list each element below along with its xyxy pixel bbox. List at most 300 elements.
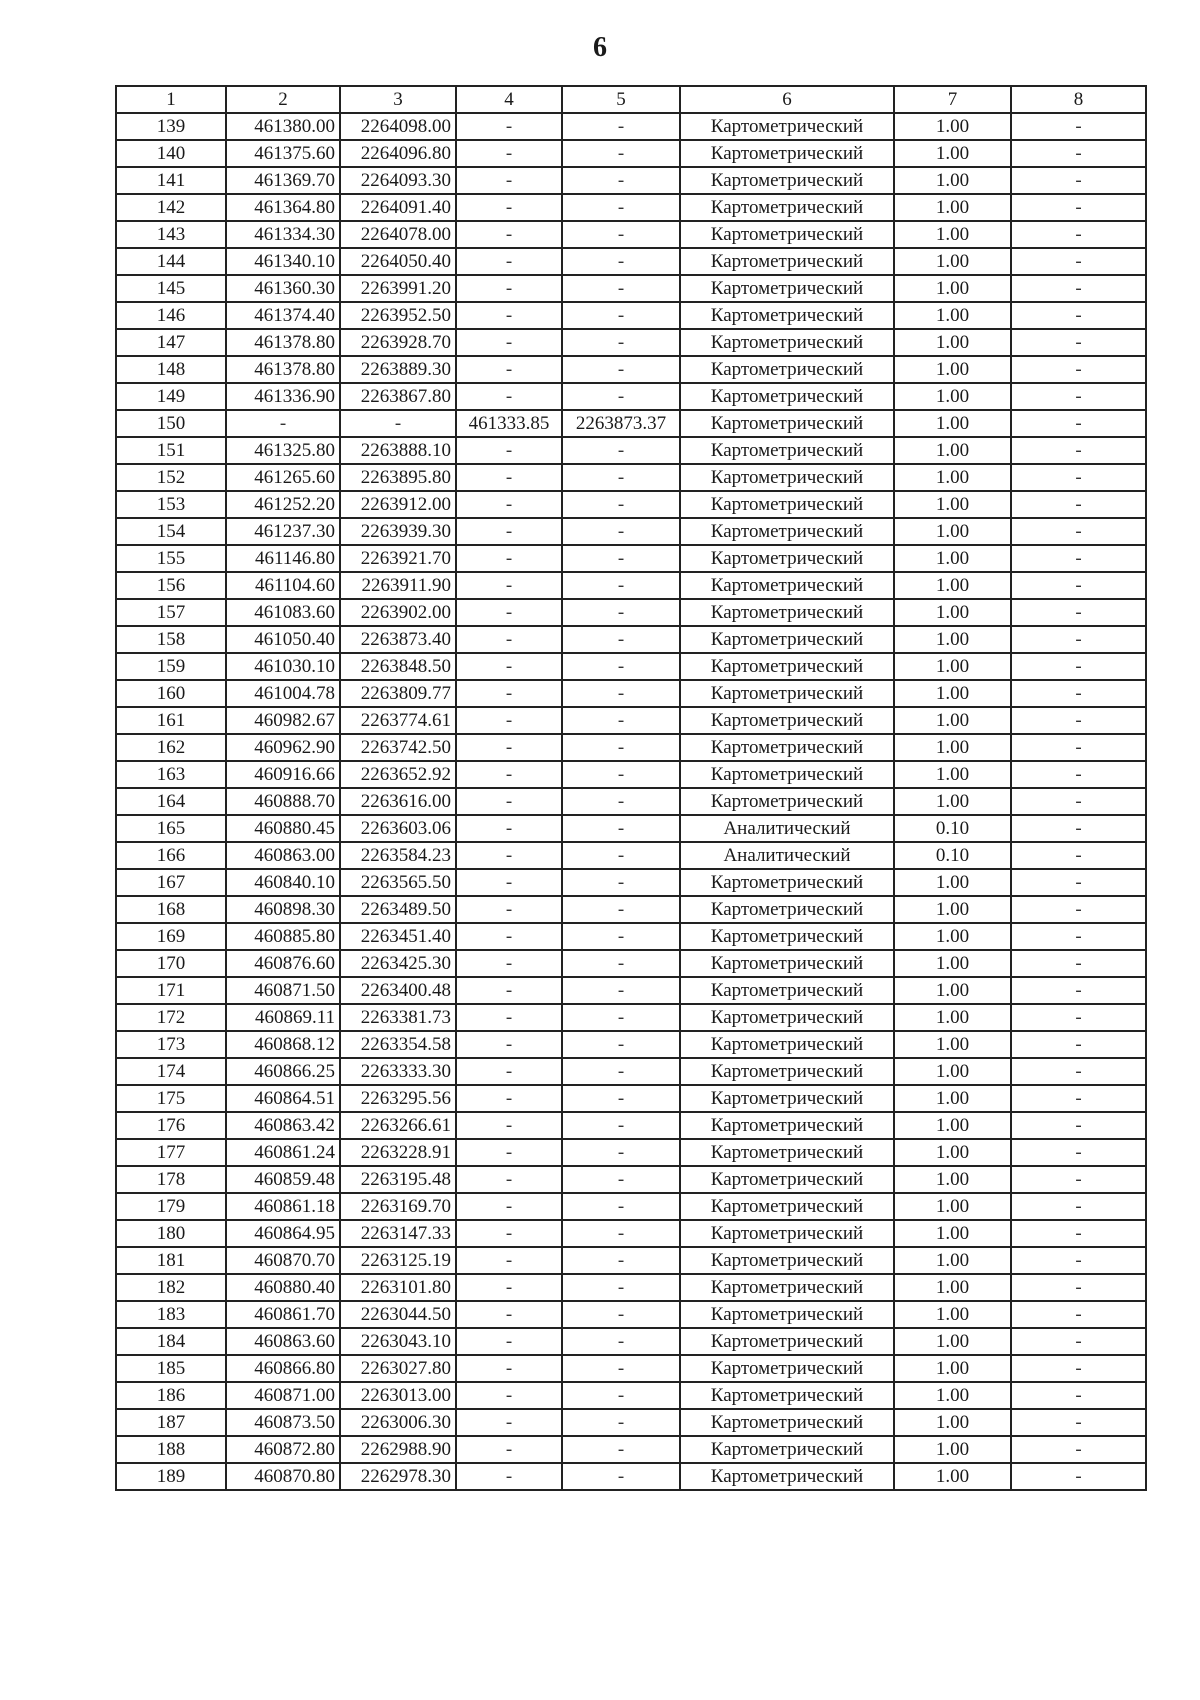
col5-value-cell: - <box>562 1139 680 1166</box>
col8-value-cell: - <box>1011 1085 1146 1112</box>
col8-value-cell: - <box>1011 869 1146 896</box>
accuracy-cell: 1.00 <box>894 1382 1011 1409</box>
method-cell: Картометрический <box>680 464 894 491</box>
col4-value-cell: 461333.85 <box>456 410 562 437</box>
y-coordinate-cell: 2264098.00 <box>340 113 456 140</box>
y-coordinate-cell: 2263027.80 <box>340 1355 456 1382</box>
point-number-cell: 186 <box>116 1382 226 1409</box>
x-coordinate-cell: 460873.50 <box>226 1409 340 1436</box>
x-coordinate-cell: 460863.42 <box>226 1112 340 1139</box>
accuracy-cell: 1.00 <box>894 1436 1011 1463</box>
accuracy-cell: 1.00 <box>894 194 1011 221</box>
point-number-cell: 157 <box>116 599 226 626</box>
col5-value-cell: - <box>562 383 680 410</box>
col4-value-cell: - <box>456 977 562 1004</box>
y-coordinate-cell: 2262988.90 <box>340 1436 456 1463</box>
col5-value-cell: - <box>562 1409 680 1436</box>
col5-value-cell: - <box>562 275 680 302</box>
method-cell: Картометрический <box>680 1004 894 1031</box>
method-cell: Картометрический <box>680 1058 894 1085</box>
accuracy-cell: 1.00 <box>894 1355 1011 1382</box>
method-cell: Картометрический <box>680 113 894 140</box>
col5-value-cell: - <box>562 545 680 572</box>
table-row <box>116 1301 1146 1328</box>
method-cell: Картометрический <box>680 1193 894 1220</box>
point-number-cell: 187 <box>116 1409 226 1436</box>
point-number-cell: 160 <box>116 680 226 707</box>
x-coordinate-cell: 461375.60 <box>226 140 340 167</box>
method-cell: Аналитический <box>680 815 894 842</box>
col5-value-cell: - <box>562 1382 680 1409</box>
col8-value-cell: - <box>1011 788 1146 815</box>
accuracy-cell: 1.00 <box>894 734 1011 761</box>
point-number-cell: 173 <box>116 1031 226 1058</box>
col8-value-cell: - <box>1011 1031 1146 1058</box>
x-coordinate-cell: 460861.24 <box>226 1139 340 1166</box>
table-row <box>116 302 1146 329</box>
col5-value-cell: - <box>562 761 680 788</box>
y-coordinate-cell: 2263489.50 <box>340 896 456 923</box>
point-number-cell: 167 <box>116 869 226 896</box>
col8-value-cell: - <box>1011 1463 1146 1490</box>
col5-value-cell: - <box>562 194 680 221</box>
table-row <box>116 113 1146 140</box>
x-coordinate-cell: 460861.18 <box>226 1193 340 1220</box>
method-cell: Картометрический <box>680 167 894 194</box>
point-number-cell: 140 <box>116 140 226 167</box>
method-cell: Картометрический <box>680 1085 894 1112</box>
x-coordinate-cell: 460866.80 <box>226 1355 340 1382</box>
point-number-cell: 144 <box>116 248 226 275</box>
accuracy-cell: 1.00 <box>894 1463 1011 1490</box>
method-cell: Картометрический <box>680 572 894 599</box>
col8-value-cell: - <box>1011 977 1146 1004</box>
col4-value-cell: - <box>456 437 562 464</box>
y-coordinate-cell: 2264091.40 <box>340 194 456 221</box>
point-number-cell: 176 <box>116 1112 226 1139</box>
x-coordinate-cell: 461378.80 <box>226 329 340 356</box>
point-number-cell: 178 <box>116 1166 226 1193</box>
method-cell: Картометрический <box>680 383 894 410</box>
table-row <box>116 815 1146 842</box>
point-number-cell: 171 <box>116 977 226 1004</box>
table-row <box>116 734 1146 761</box>
x-coordinate-cell: 460962.90 <box>226 734 340 761</box>
x-coordinate-cell: 461252.20 <box>226 491 340 518</box>
accuracy-cell: 1.00 <box>894 248 1011 275</box>
point-number-cell: 155 <box>116 545 226 572</box>
method-cell: Картометрический <box>680 761 894 788</box>
point-number-cell: 151 <box>116 437 226 464</box>
y-coordinate-cell: 2263266.61 <box>340 1112 456 1139</box>
x-coordinate-cell: 461004.78 <box>226 680 340 707</box>
col5-value-cell: - <box>562 707 680 734</box>
point-number-cell: 141 <box>116 167 226 194</box>
y-coordinate-cell: 2263895.80 <box>340 464 456 491</box>
table-row <box>116 518 1146 545</box>
table-row <box>116 221 1146 248</box>
col4-value-cell: - <box>456 491 562 518</box>
x-coordinate-cell: 460863.60 <box>226 1328 340 1355</box>
point-number-cell: 180 <box>116 1220 226 1247</box>
table-row <box>116 1247 1146 1274</box>
accuracy-cell: 1.00 <box>894 1301 1011 1328</box>
method-cell: Картометрический <box>680 329 894 356</box>
x-coordinate-cell: 461380.00 <box>226 113 340 140</box>
y-coordinate-cell: 2263809.77 <box>340 680 456 707</box>
point-number-cell: 154 <box>116 518 226 545</box>
accuracy-cell: 0.10 <box>894 815 1011 842</box>
col4-value-cell: - <box>456 599 562 626</box>
y-coordinate-cell: 2263616.00 <box>340 788 456 815</box>
x-coordinate-cell: 460871.50 <box>226 977 340 1004</box>
x-coordinate-cell: 460861.70 <box>226 1301 340 1328</box>
accuracy-cell: 1.00 <box>894 518 1011 545</box>
method-cell: Картометрический <box>680 626 894 653</box>
point-number-cell: 146 <box>116 302 226 329</box>
col4-value-cell: - <box>456 788 562 815</box>
table-row <box>116 140 1146 167</box>
col4-value-cell: - <box>456 275 562 302</box>
y-coordinate-cell: 2263603.06 <box>340 815 456 842</box>
x-coordinate-cell: 460868.12 <box>226 1031 340 1058</box>
y-coordinate-cell: - <box>340 410 456 437</box>
col8-value-cell: - <box>1011 1409 1146 1436</box>
col4-value-cell: - <box>456 869 562 896</box>
y-coordinate-cell: 2263425.30 <box>340 950 456 977</box>
col4-value-cell: - <box>456 329 562 356</box>
y-coordinate-cell: 2263921.70 <box>340 545 456 572</box>
col8-value-cell: - <box>1011 545 1146 572</box>
col8-value-cell: - <box>1011 1247 1146 1274</box>
x-coordinate-cell: 461083.60 <box>226 599 340 626</box>
col4-value-cell: - <box>456 248 562 275</box>
accuracy-cell: 1.00 <box>894 167 1011 194</box>
method-cell: Картометрический <box>680 734 894 761</box>
accuracy-cell: 1.00 <box>894 437 1011 464</box>
accuracy-cell: 1.00 <box>894 599 1011 626</box>
col8-value-cell: - <box>1011 950 1146 977</box>
y-coordinate-cell: 2263584.23 <box>340 842 456 869</box>
col8-value-cell: - <box>1011 329 1146 356</box>
point-number-cell: 162 <box>116 734 226 761</box>
column-header-3: 3 <box>340 86 456 113</box>
accuracy-cell: 1.00 <box>894 329 1011 356</box>
table-row <box>116 1031 1146 1058</box>
method-cell: Картометрический <box>680 788 894 815</box>
col4-value-cell: - <box>456 1301 562 1328</box>
method-cell: Картометрический <box>680 1382 894 1409</box>
method-cell: Картометрический <box>680 599 894 626</box>
col8-value-cell: - <box>1011 1112 1146 1139</box>
method-cell: Картометрический <box>680 1328 894 1355</box>
table-row <box>116 1355 1146 1382</box>
accuracy-cell: 1.00 <box>894 1085 1011 1112</box>
col4-value-cell: - <box>456 842 562 869</box>
accuracy-cell: 1.00 <box>894 1409 1011 1436</box>
accuracy-cell: 1.00 <box>894 950 1011 977</box>
col4-value-cell: - <box>456 194 562 221</box>
header-row <box>116 86 1146 113</box>
col8-value-cell: - <box>1011 140 1146 167</box>
table-row <box>116 248 1146 275</box>
method-cell: Картометрический <box>680 1301 894 1328</box>
table-row <box>116 275 1146 302</box>
table-row <box>116 842 1146 869</box>
accuracy-cell: 1.00 <box>894 140 1011 167</box>
accuracy-cell: 1.00 <box>894 626 1011 653</box>
method-cell: Картометрический <box>680 194 894 221</box>
col8-value-cell: - <box>1011 653 1146 680</box>
col5-value-cell: - <box>562 599 680 626</box>
point-number-cell: 143 <box>116 221 226 248</box>
point-number-cell: 152 <box>116 464 226 491</box>
col4-value-cell: - <box>456 653 562 680</box>
column-header-8: 8 <box>1011 86 1146 113</box>
col5-value-cell: - <box>562 302 680 329</box>
col5-value-cell: - <box>562 1220 680 1247</box>
col8-value-cell: - <box>1011 491 1146 518</box>
method-cell: Картометрический <box>680 1436 894 1463</box>
accuracy-cell: 1.00 <box>894 788 1011 815</box>
col4-value-cell: - <box>456 518 562 545</box>
method-cell: Картометрический <box>680 410 894 437</box>
col5-value-cell: - <box>562 221 680 248</box>
col4-value-cell: - <box>456 1166 562 1193</box>
x-coordinate-cell: 461364.80 <box>226 194 340 221</box>
x-coordinate-cell: 461369.70 <box>226 167 340 194</box>
col8-value-cell: - <box>1011 599 1146 626</box>
point-number-cell: 165 <box>116 815 226 842</box>
x-coordinate-cell: 460864.51 <box>226 1085 340 1112</box>
col5-value-cell: - <box>562 896 680 923</box>
x-coordinate-cell: 460869.11 <box>226 1004 340 1031</box>
y-coordinate-cell: 2262978.30 <box>340 1463 456 1490</box>
point-number-cell: 179 <box>116 1193 226 1220</box>
col5-value-cell: - <box>562 923 680 950</box>
x-coordinate-cell: 460871.00 <box>226 1382 340 1409</box>
table-row <box>116 653 1146 680</box>
accuracy-cell: 1.00 <box>894 1193 1011 1220</box>
table-row <box>116 626 1146 653</box>
table-row <box>116 1112 1146 1139</box>
point-number-cell: 168 <box>116 896 226 923</box>
col4-value-cell: - <box>456 383 562 410</box>
x-coordinate-cell: 460916.66 <box>226 761 340 788</box>
y-coordinate-cell: 2263565.50 <box>340 869 456 896</box>
table-row <box>116 572 1146 599</box>
col5-value-cell: - <box>562 1436 680 1463</box>
y-coordinate-cell: 2263911.90 <box>340 572 456 599</box>
col4-value-cell: - <box>456 1382 562 1409</box>
col4-value-cell: - <box>456 1436 562 1463</box>
col8-value-cell: - <box>1011 302 1146 329</box>
x-coordinate-cell: 461104.60 <box>226 572 340 599</box>
col4-value-cell: - <box>456 680 562 707</box>
point-number-cell: 159 <box>116 653 226 680</box>
accuracy-cell: 1.00 <box>894 707 1011 734</box>
method-cell: Картометрический <box>680 221 894 248</box>
table-row <box>116 761 1146 788</box>
accuracy-cell: 1.00 <box>894 977 1011 1004</box>
point-number-cell: 183 <box>116 1301 226 1328</box>
col5-value-cell: - <box>562 491 680 518</box>
point-number-cell: 166 <box>116 842 226 869</box>
col5-value-cell: - <box>562 734 680 761</box>
method-cell: Картометрический <box>680 1139 894 1166</box>
accuracy-cell: 1.00 <box>894 1139 1011 1166</box>
col4-value-cell: - <box>456 221 562 248</box>
y-coordinate-cell: 2263354.58 <box>340 1031 456 1058</box>
table-row <box>116 1193 1146 1220</box>
col4-value-cell: - <box>456 1328 562 1355</box>
y-coordinate-cell: 2263889.30 <box>340 356 456 383</box>
col5-value-cell: - <box>562 329 680 356</box>
col4-value-cell: - <box>456 815 562 842</box>
col4-value-cell: - <box>456 761 562 788</box>
col8-value-cell: - <box>1011 707 1146 734</box>
col5-value-cell: - <box>562 680 680 707</box>
col8-value-cell: - <box>1011 572 1146 599</box>
y-coordinate-cell: 2263195.48 <box>340 1166 456 1193</box>
column-header-4: 4 <box>456 86 562 113</box>
col4-value-cell: - <box>456 1139 562 1166</box>
y-coordinate-cell: 2264096.80 <box>340 140 456 167</box>
table-row <box>116 869 1146 896</box>
col4-value-cell: - <box>456 1274 562 1301</box>
y-coordinate-cell: 2263774.61 <box>340 707 456 734</box>
col8-value-cell: - <box>1011 1166 1146 1193</box>
x-coordinate-cell: 461237.30 <box>226 518 340 545</box>
point-number-cell: 181 <box>116 1247 226 1274</box>
table-row <box>116 923 1146 950</box>
method-cell: Картометрический <box>680 491 894 518</box>
x-coordinate-cell: 460880.45 <box>226 815 340 842</box>
col5-value-cell: - <box>562 1112 680 1139</box>
method-cell: Картометрический <box>680 140 894 167</box>
y-coordinate-cell: 2264078.00 <box>340 221 456 248</box>
point-number-cell: 156 <box>116 572 226 599</box>
col8-value-cell: - <box>1011 842 1146 869</box>
x-coordinate-cell: - <box>226 410 340 437</box>
col4-value-cell: - <box>456 545 562 572</box>
col5-value-cell: - <box>562 1193 680 1220</box>
method-cell: Аналитический <box>680 842 894 869</box>
col5-value-cell: - <box>562 1463 680 1490</box>
y-coordinate-cell: 2263652.92 <box>340 761 456 788</box>
col8-value-cell: - <box>1011 113 1146 140</box>
col8-value-cell: - <box>1011 896 1146 923</box>
col8-value-cell: - <box>1011 1436 1146 1463</box>
page-number: 6 <box>593 32 607 63</box>
method-cell: Картометрический <box>680 1031 894 1058</box>
x-coordinate-cell: 460982.67 <box>226 707 340 734</box>
column-header-5: 5 <box>562 86 680 113</box>
point-number-cell: 184 <box>116 1328 226 1355</box>
method-cell: Картометрический <box>680 1220 894 1247</box>
point-number-cell: 158 <box>116 626 226 653</box>
x-coordinate-cell: 461030.10 <box>226 653 340 680</box>
col8-value-cell: - <box>1011 383 1146 410</box>
col5-value-cell: - <box>562 113 680 140</box>
col8-value-cell: - <box>1011 1193 1146 1220</box>
method-cell: Картометрический <box>680 1463 894 1490</box>
point-number-cell: 147 <box>116 329 226 356</box>
method-cell: Картометрический <box>680 1274 894 1301</box>
point-number-cell: 139 <box>116 113 226 140</box>
accuracy-cell: 1.00 <box>894 302 1011 329</box>
col5-value-cell: - <box>562 518 680 545</box>
y-coordinate-cell: 2263006.30 <box>340 1409 456 1436</box>
x-coordinate-cell: 460888.70 <box>226 788 340 815</box>
col8-value-cell: - <box>1011 248 1146 275</box>
col5-value-cell: - <box>562 1274 680 1301</box>
accuracy-cell: 1.00 <box>894 896 1011 923</box>
table-row <box>116 1382 1146 1409</box>
accuracy-cell: 1.00 <box>894 491 1011 518</box>
col5-value-cell: - <box>562 1004 680 1031</box>
x-coordinate-cell: 461050.40 <box>226 626 340 653</box>
col5-value-cell: - <box>562 140 680 167</box>
x-coordinate-cell: 461325.80 <box>226 437 340 464</box>
accuracy-cell: 1.00 <box>894 653 1011 680</box>
x-coordinate-cell: 461336.90 <box>226 383 340 410</box>
point-number-cell: 148 <box>116 356 226 383</box>
col8-value-cell: - <box>1011 1382 1146 1409</box>
accuracy-cell: 1.00 <box>894 410 1011 437</box>
col8-value-cell: - <box>1011 1328 1146 1355</box>
accuracy-cell: 1.00 <box>894 383 1011 410</box>
col8-value-cell: - <box>1011 1220 1146 1247</box>
column-header-1: 1 <box>116 86 226 113</box>
table-row <box>116 383 1146 410</box>
point-number-cell: 189 <box>116 1463 226 1490</box>
point-number-cell: 163 <box>116 761 226 788</box>
point-number-cell: 169 <box>116 923 226 950</box>
y-coordinate-cell: 2263742.50 <box>340 734 456 761</box>
accuracy-cell: 1.00 <box>894 1004 1011 1031</box>
point-number-cell: 185 <box>116 1355 226 1382</box>
accuracy-cell: 1.00 <box>894 356 1011 383</box>
method-cell: Картометрический <box>680 1409 894 1436</box>
col4-value-cell: - <box>456 734 562 761</box>
col5-value-cell: - <box>562 437 680 464</box>
col5-value-cell: - <box>562 788 680 815</box>
y-coordinate-cell: 2263333.30 <box>340 1058 456 1085</box>
col4-value-cell: - <box>456 1463 562 1490</box>
column-header-6: 6 <box>680 86 894 113</box>
col4-value-cell: - <box>456 140 562 167</box>
table-row <box>116 680 1146 707</box>
col8-value-cell: - <box>1011 221 1146 248</box>
y-coordinate-cell: 2263295.56 <box>340 1085 456 1112</box>
point-number-cell: 149 <box>116 383 226 410</box>
col4-value-cell: - <box>456 1409 562 1436</box>
method-cell: Картометрический <box>680 869 894 896</box>
y-coordinate-cell: 2263400.48 <box>340 977 456 1004</box>
point-number-cell: 153 <box>116 491 226 518</box>
accuracy-cell: 1.00 <box>894 572 1011 599</box>
y-coordinate-cell: 2263169.70 <box>340 1193 456 1220</box>
col8-value-cell: - <box>1011 1274 1146 1301</box>
col5-value-cell: - <box>562 464 680 491</box>
y-coordinate-cell: 2263125.19 <box>340 1247 456 1274</box>
col5-value-cell: - <box>562 950 680 977</box>
method-cell: Картометрический <box>680 950 894 977</box>
table-body <box>116 113 1146 1490</box>
accuracy-cell: 1.00 <box>894 545 1011 572</box>
y-coordinate-cell: 2263228.91 <box>340 1139 456 1166</box>
